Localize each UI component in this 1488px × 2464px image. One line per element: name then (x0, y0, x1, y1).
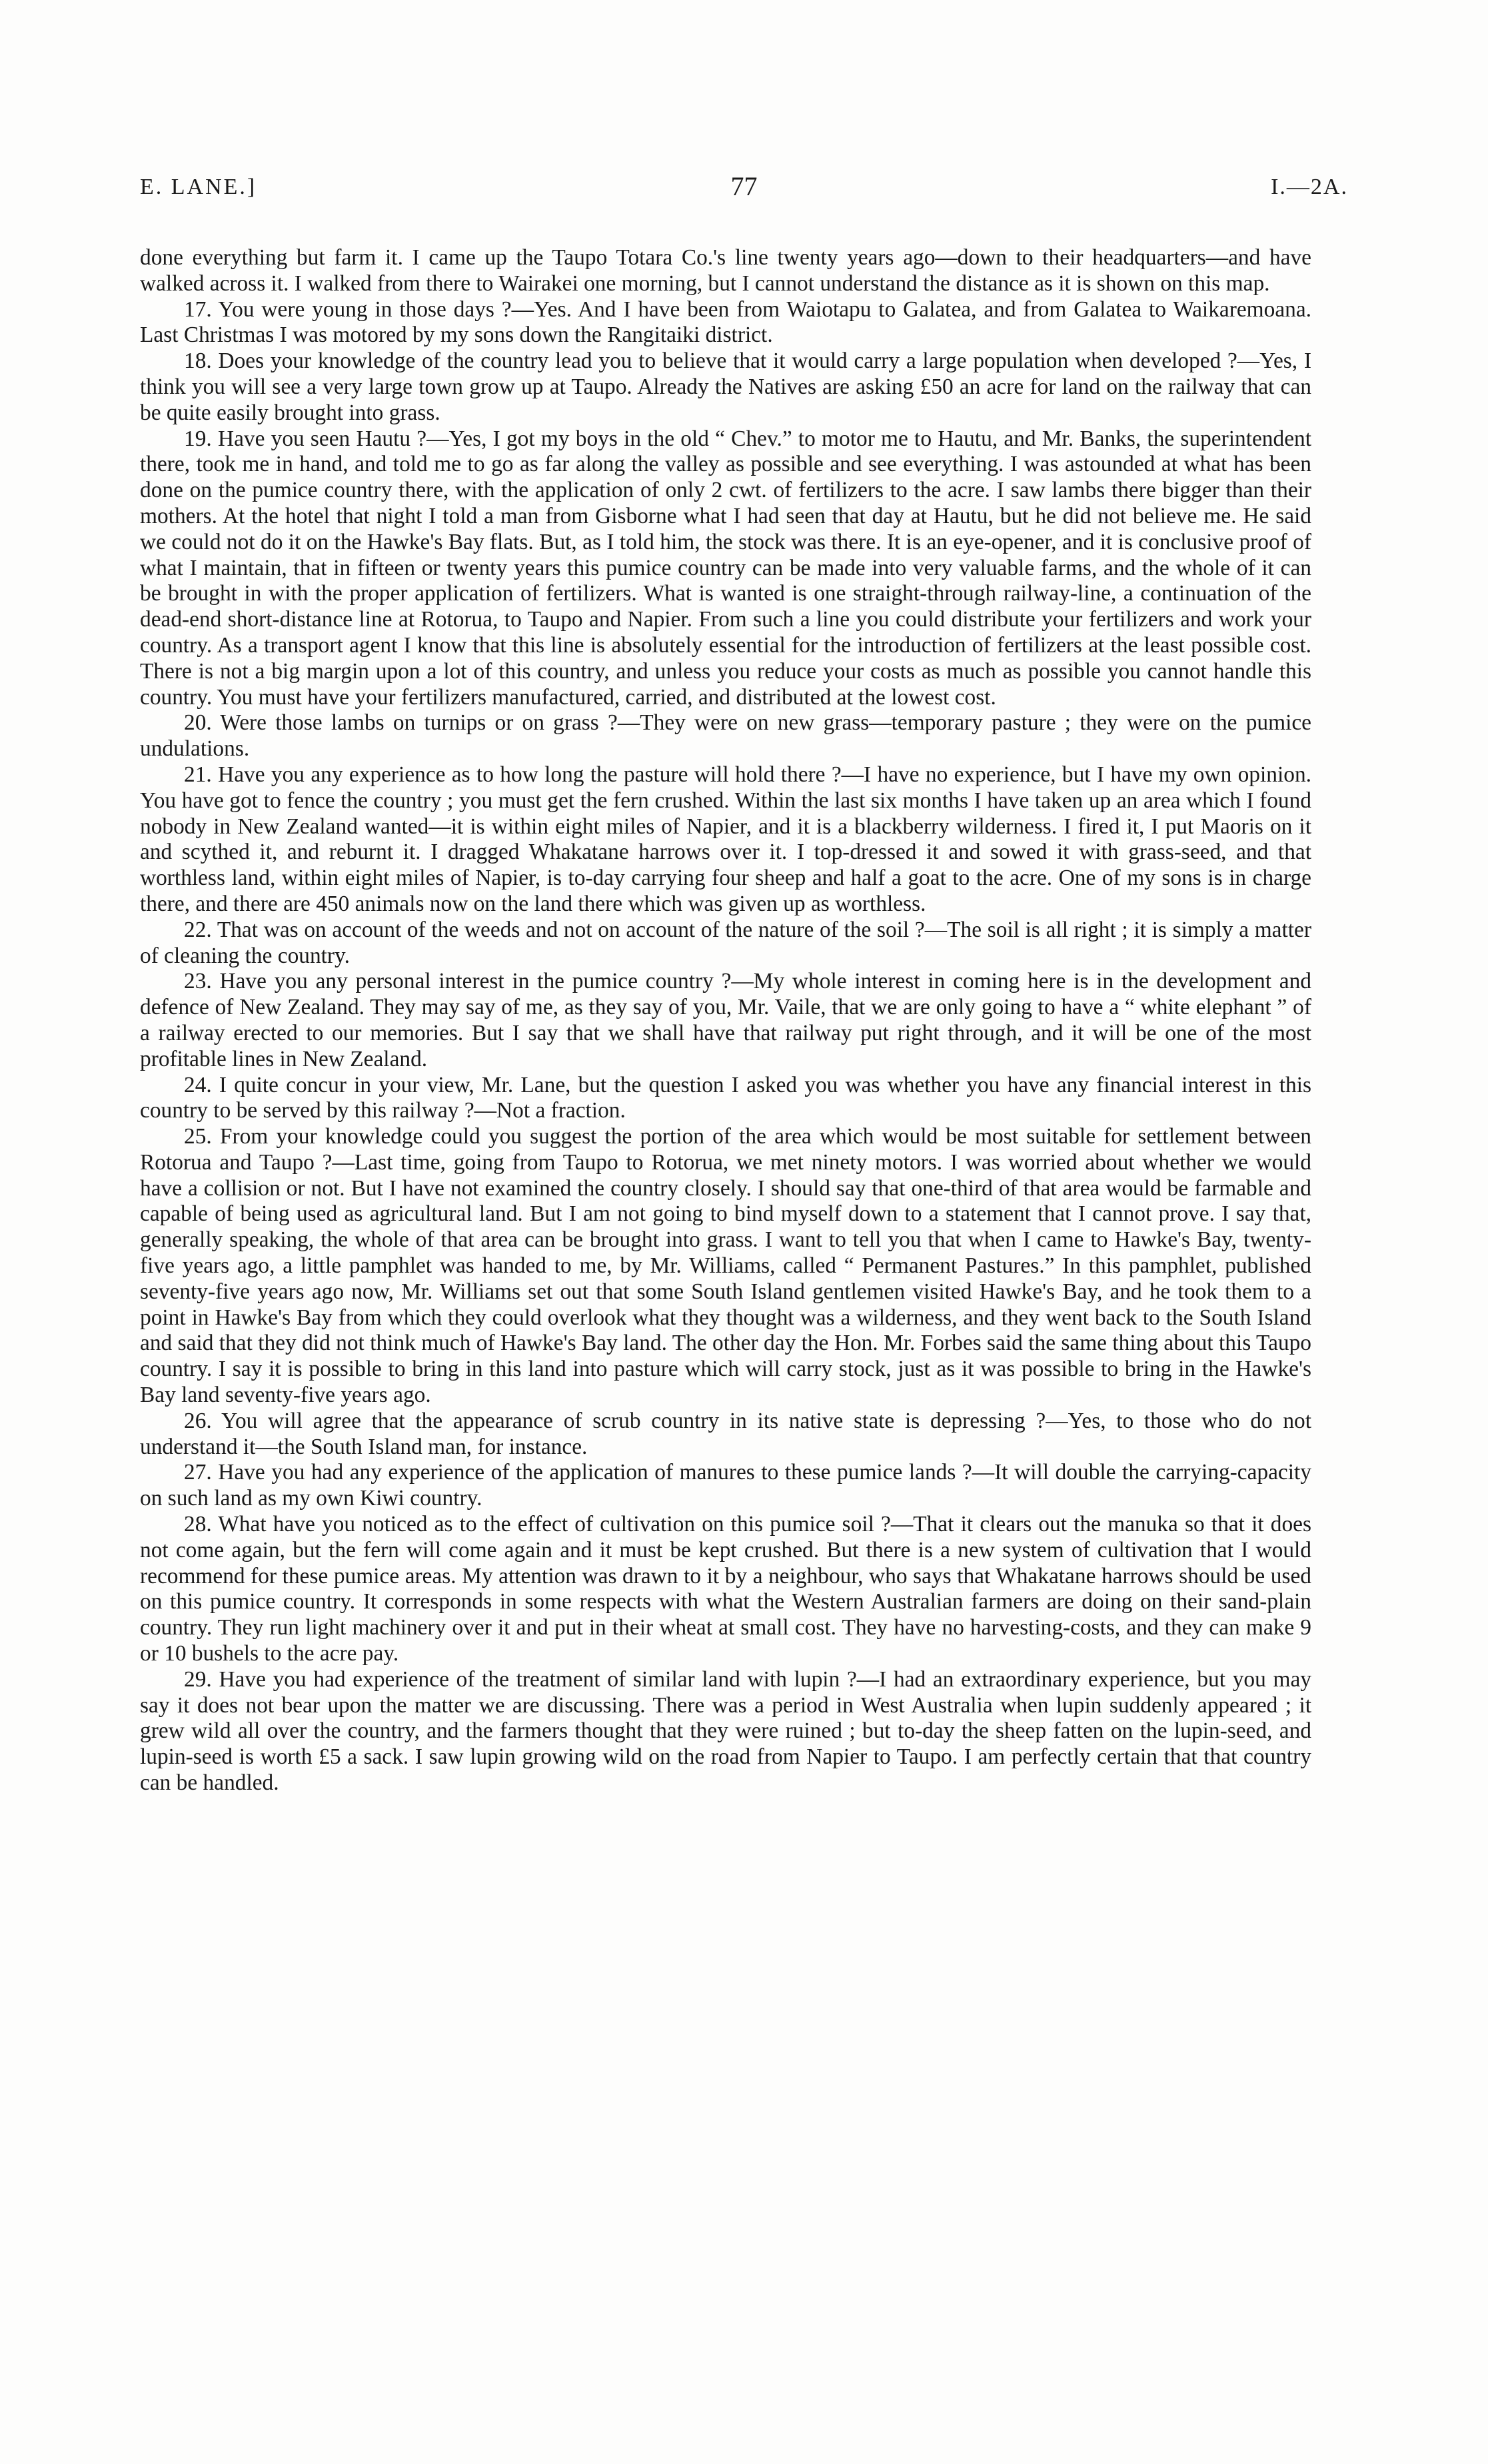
paragraph-q26: 26. You will agree that the appearance of scrub country in its native state is depressing ?—Yes, to those who do not understand it—the South Island man, for instance. (140, 1408, 1311, 1459)
paragraph-q27: 27. Have you had any experience of the application of manures to these pumice lands ?—It will double the carrying-capacity on such land as my own Kiwi country. (140, 1460, 1311, 1511)
paragraph-continuation: done everything but farm it. I came up the Taupo Totara Co.'s line twenty years ago—down to their headquarters—and have walked across it. I walked from there to Wairakei one morning, but I cannot understand the distance as it is shown on this map. (140, 245, 1311, 296)
paragraph-q19: 19. Have you seen Hautu ?—Yes, I got my boys in the old “ Chev.” to motor me to Hautu, and Mr. Banks, the superintendent there, took me in hand, and told me to go as far along the valley as possible and see everything. I was astounded at what has been done on the pumice country there, with the application of only 2 cwt. of fertilizers to the acre. I saw lambs there bigger than their mothers. At the hotel that night I told a man from Gisborne what I had seen that day at Hautu, but he did not believe me. He said we could not do it on the Hawke's Bay flats. But, as I told him, the stock was there. It is an eye-opener, and it is conclusive proof of what I maintain, that in fifteen or twenty years this pumice country can be made into very valuable farms, and the whole of it can be brought in with the proper application of fertilizers. What is wanted is one straight-through railway-line, a continuation of the dead-end short-distance line at Rotorua, to Taupo and Napier. From such a line you could distribute your fertilizers and work your country. As a transport agent I know that this line is absolutely essential for the introduction of fertilizers at the least possible cost. There is not a big margin upon a lot of this country, and unless you reduce your costs as much as possible you cannot handle this country. You must have your fertilizers manufactured, carried, and distributed at the lowest cost. (140, 426, 1311, 710)
paragraph-q24: 24. I quite concur in your view, Mr. Lane, but the question I asked you was whether you have any financial interest in this country to be served by this railway ?—Not a fraction. (140, 1072, 1311, 1123)
document-body (140, 245, 1311, 1796)
paragraph-q23: 23. Have you any personal interest in the pumice country ?—My whole interest in coming here is in the development and defence of New Zealand. They may say of me, as they say of you, Mr. Vaile, that we are only going to have a “ white elephant ” of a railway erected to our memories. But I say that we shall have that railway put right through, and it will be one of the most profitable lines in New Zealand. (140, 969, 1311, 1071)
witness-name: E. LANE.] (140, 175, 257, 199)
paragraph-q21: 21. Have you any experience as to how long the pasture will hold there ?—I have no experience, but I have my own opinion. You have got to fence the country ; you must get the fern crushed. Within the last six months I have taken up an area which I found nobody in New Zealand wanted—it is within eight miles of Napier, and it is a blackberry wilderness. I fired it, I put Maoris on it and scythed it, and reburnt it. I dragged Whakatane harrows over it. I top-dressed it and sowed it with grass-seed, and that worthless land, within eight miles of Napier, is to-day carrying four sheep and half a goat to the acre. One of my sons is in charge there, and there are 450 animals now on the land there which was given up as worthless. (140, 762, 1311, 916)
document-reference: I.—2A. (1271, 175, 1348, 199)
page-number: 77 (730, 171, 758, 201)
page-header (140, 171, 1348, 215)
paragraph-q29: 29. Have you had experience of the treatment of similar land with lupin ?—I had an extraordinary experience, but you may say it does not bear upon the matter we are discussing. There was a period in West Australia when lupin suddenly appeared ; it grew wild all over the country, and the farmers thought that they were ruined ; but to-day the sheep fatten on the lupin-seed, and lupin-seed is worth £5 a sack. I saw lupin growing wild on the road from Napier to Taupo. I am perfectly certain that that country can be handled. (140, 1666, 1311, 1796)
paragraph-q25: 25. From your knowledge could you suggest the portion of the area which would be most suitable for settlement between Rotorua and Taupo ?—Last time, going from Taupo to Rotorua, we met ninety motors. I was worried about whether we would have a collision or not. But I have not examined the country closely. I should say that one-third of that area would be farmable and capable of being used as agricultural land. But I am not going to bind myself down to a statement that I cannot prove. I say that, generally speaking, the whole of that area can be brought into grass. I want to tell you that when I came to Hawke's Bay, twenty-five years ago, a little pamphlet was handed to me, by Mr. Williams, called “ Permanent Pastures.” In this pamphlet, published seventy-five years ago now, Mr. Williams set out that some South Island gentlemen visited Hawke's Bay, and he took them to a point in Hawke's Bay from which they could overlook what they thought was a wilderness, and they went back to the South Island and said that they did not think much of Hawke's Bay land. The other day the Hon. Mr. Forbes said the same thing about this Taupo country. I say it is possible to bring in this land into pasture which will carry stock, just as it was possible to bring in the Hawke's Bay land seventy-five years ago. (140, 1124, 1311, 1408)
paragraph-q18: 18. Does your knowledge of the country lead you to believe that it would carry a large population when developed ?—Yes, I think you will see a very large town grow up at Taupo. Already the Natives are asking £50 an acre for land on the railway that can be quite easily brought into grass. (140, 348, 1311, 425)
paragraph-q28: 28. What have you noticed as to the effect of cultivation on this pumice soil ?—That it clears out the manuka so that it does not come again, but the fern will come again and it must be kept crushed. But there is a new system of cultivation that I would recommend for these pumice areas. My attention was drawn to it by a neighbour, who says that Whakatane harrows should be used on this pumice country. It corresponds in some respects with what the Western Australian farmers are doing on their sand-plain country. They run light machinery over it and put in their wheat at small cost. They have no harvesting-costs, and they can make 9 or 10 bushels to the acre pay. (140, 1512, 1311, 1666)
paragraph-q20: 20. Were those lambs on turnips or on grass ?—They were on new grass—temporary pasture ; they were on the pumice undulations. (140, 710, 1311, 762)
paragraph-q17: 17. You were young in those days ?—Yes. And I have been from Waiotapu to Galatea, and from Galatea to Waikaremoana. Last Christmas I was motored by my sons down the Rangitaiki district. (140, 297, 1311, 348)
paragraph-q22: 22. That was on account of the weeds and not on account of the nature of the soil ?—The soil is all right ; it is simply a matter of cleaning the country. (140, 917, 1311, 968)
